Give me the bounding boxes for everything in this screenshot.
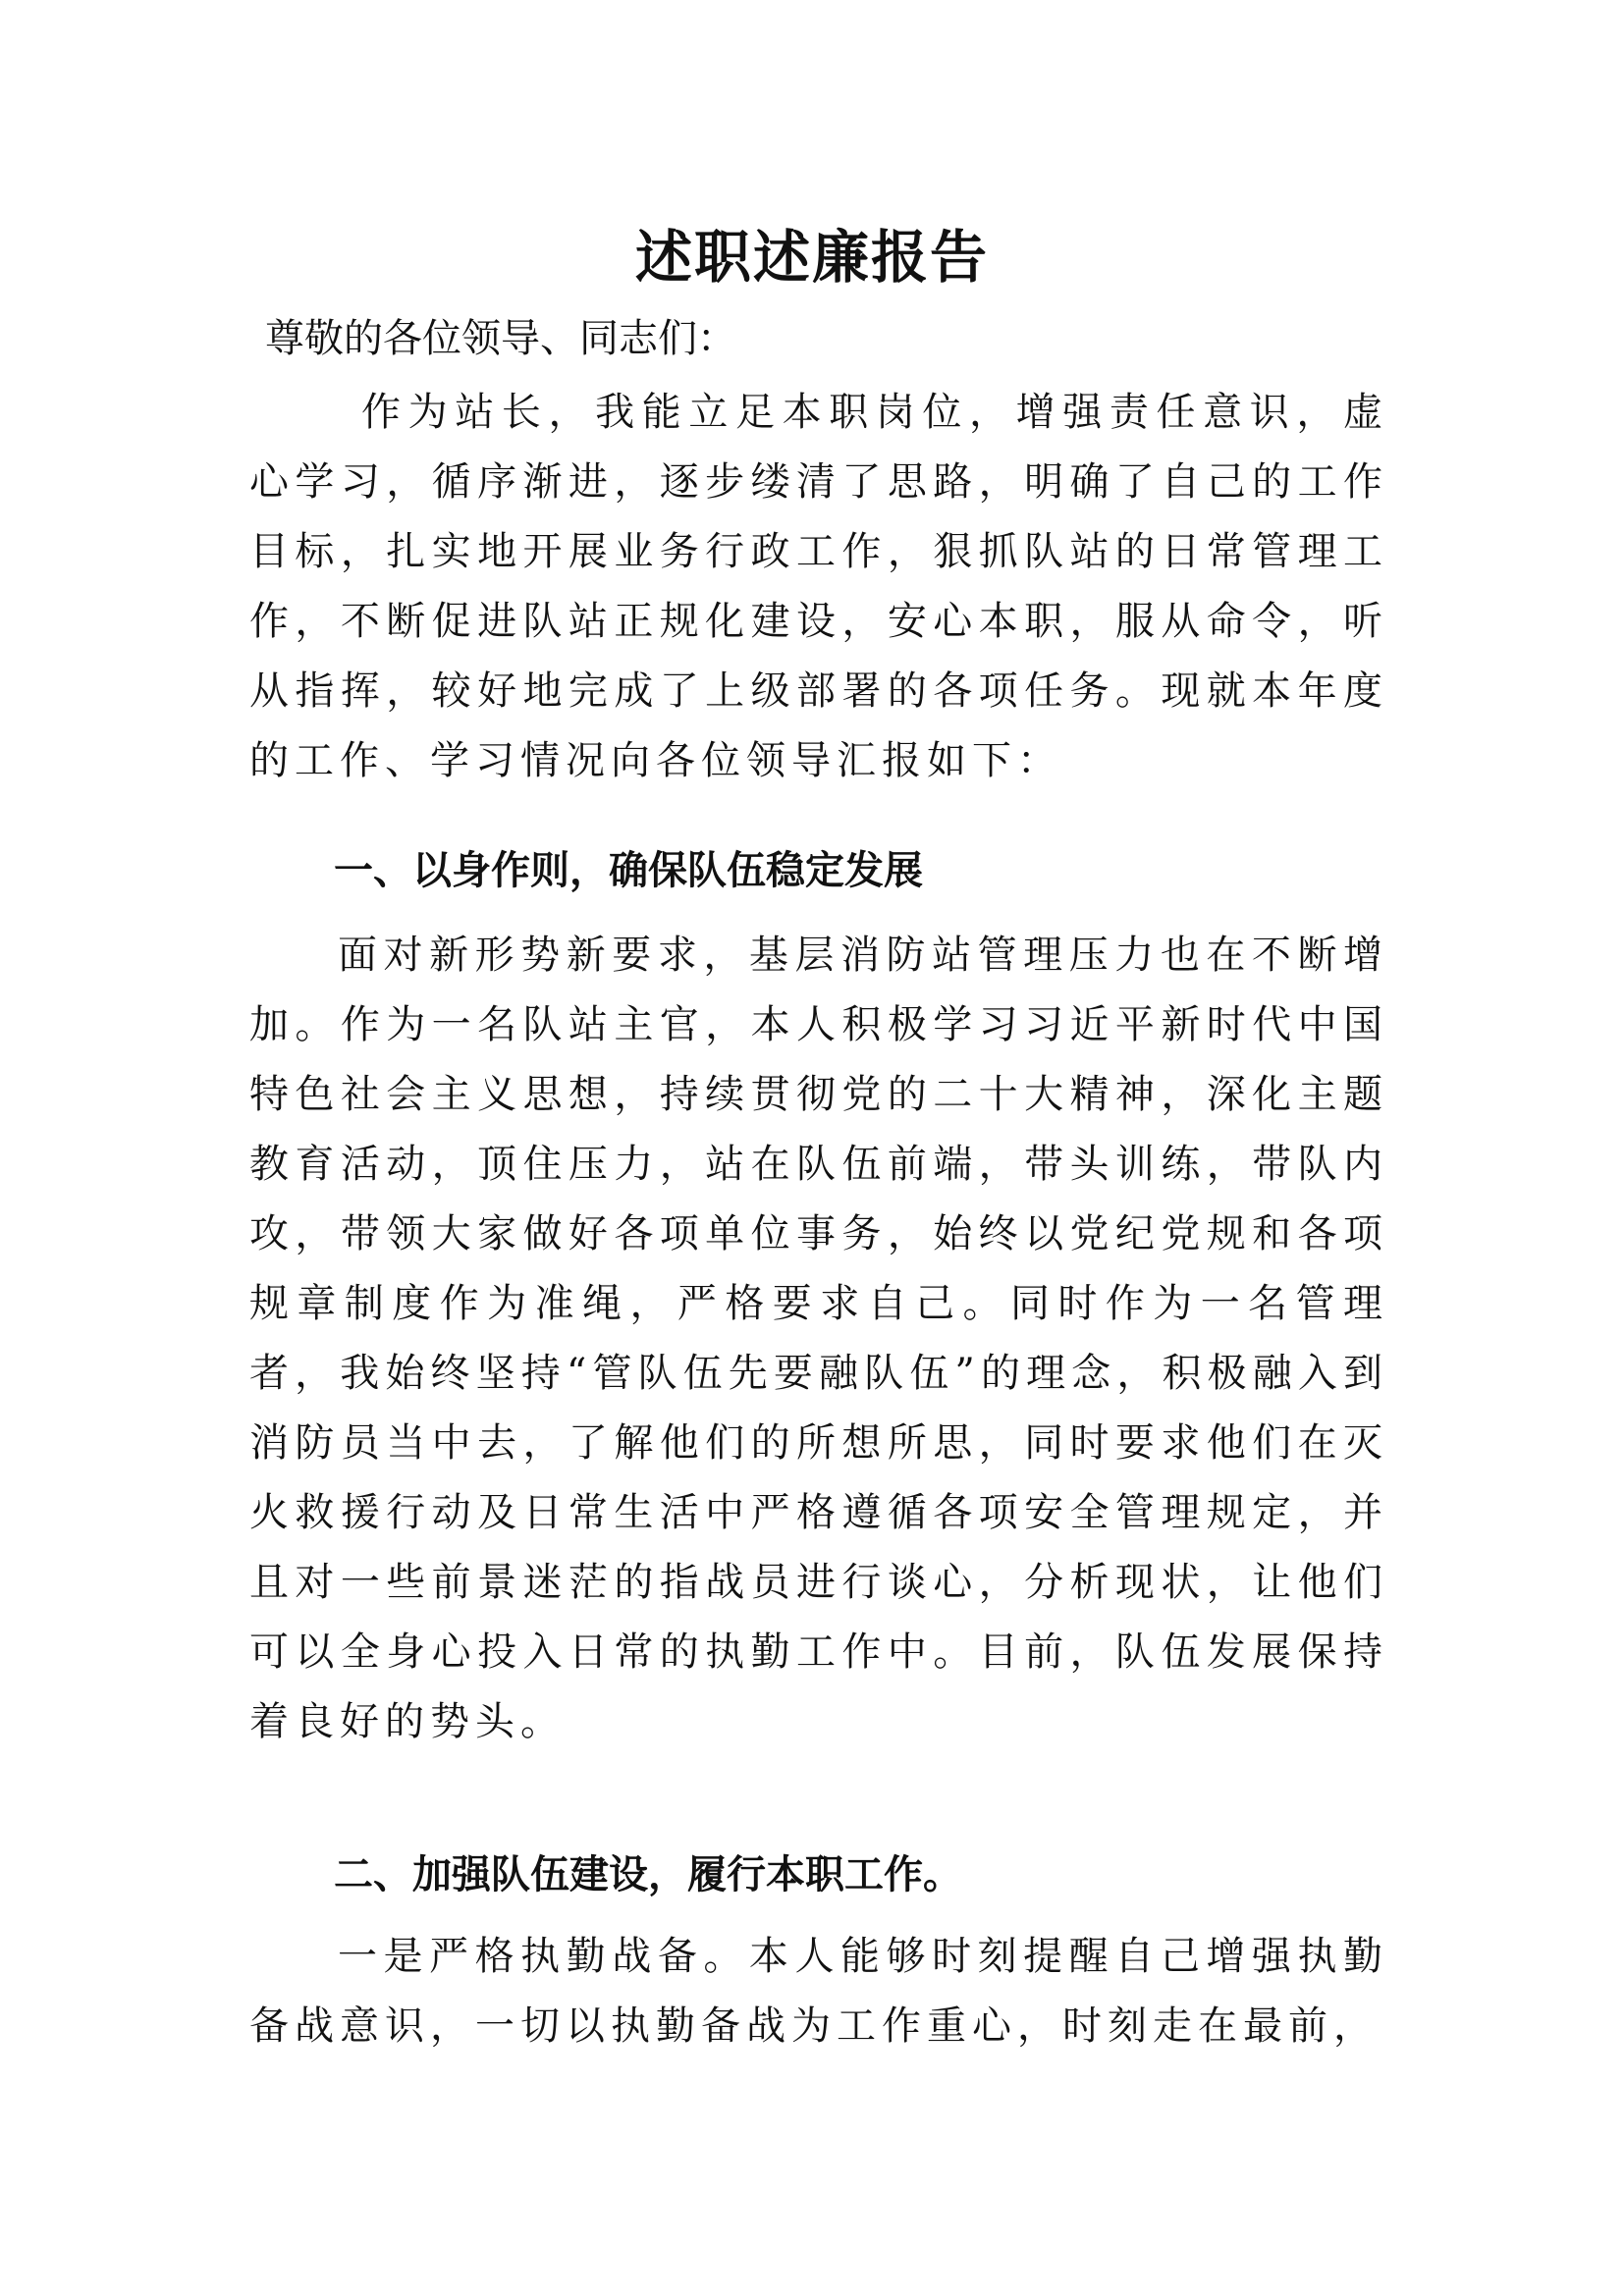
salutation: 尊敬的各位领导、同志们： [265, 316, 736, 361]
paragraph-intro: 作为站长，我能立足本职岗位，增强责任意识，虚心学习，循序渐进，逐步缕清了思路，明确了自己的工作目标，扎实地开展业务行政工作，狠抓队站的日常管理工作，不断促进队站正规化建设，安心本职，服从命令，听从指挥，较好地完成了上级部署的各项任务。现就本年度的工作、学习情况向各位领导汇报如下： [249, 390, 1388, 783]
paragraph-section-1: 面对新形势新要求，基层消防站管理压力也在不断增加。作为一名队站主官，本人积极学习习近平新时代中国特色社会主义思想，持续贯彻党的二十大精神，深化主题教育活动，顶住压力，站在队伍前端，带头训练，带队内攻，带领大家做好各项单位事务，始终以党纪党规和各项规章制度作为准绳，严格要求自己。同时作为一名管理者，我始终坚持“管队伍先要融队伍”的理念，积极融入到消防员当中去，了解他们的所想所思，同时要求他们在灭火救援行动及日常生活中严格遵循各项安全管理规定，并且对一些前景迷茫的指战员进行谈心，分析现状，让他们可以全身心投入日常的执勤工作中。目前，队伍发展保持着良好的势头。 [249, 933, 1388, 1744]
section-heading-2: 二、加强队伍建设，履行本职工作。 [334, 1852, 962, 1897]
section-heading-1: 一、以身作则，确保队伍稳定发展 [334, 848, 923, 893]
paragraph-section-2: 一是严格执勤战备。本人能够时刻提醒自己增强执勤备战意识，一切以执勤备战为工作重心，时刻走在最前， [249, 1934, 1388, 2049]
document-title: 述职述廉报告 [634, 224, 989, 291]
